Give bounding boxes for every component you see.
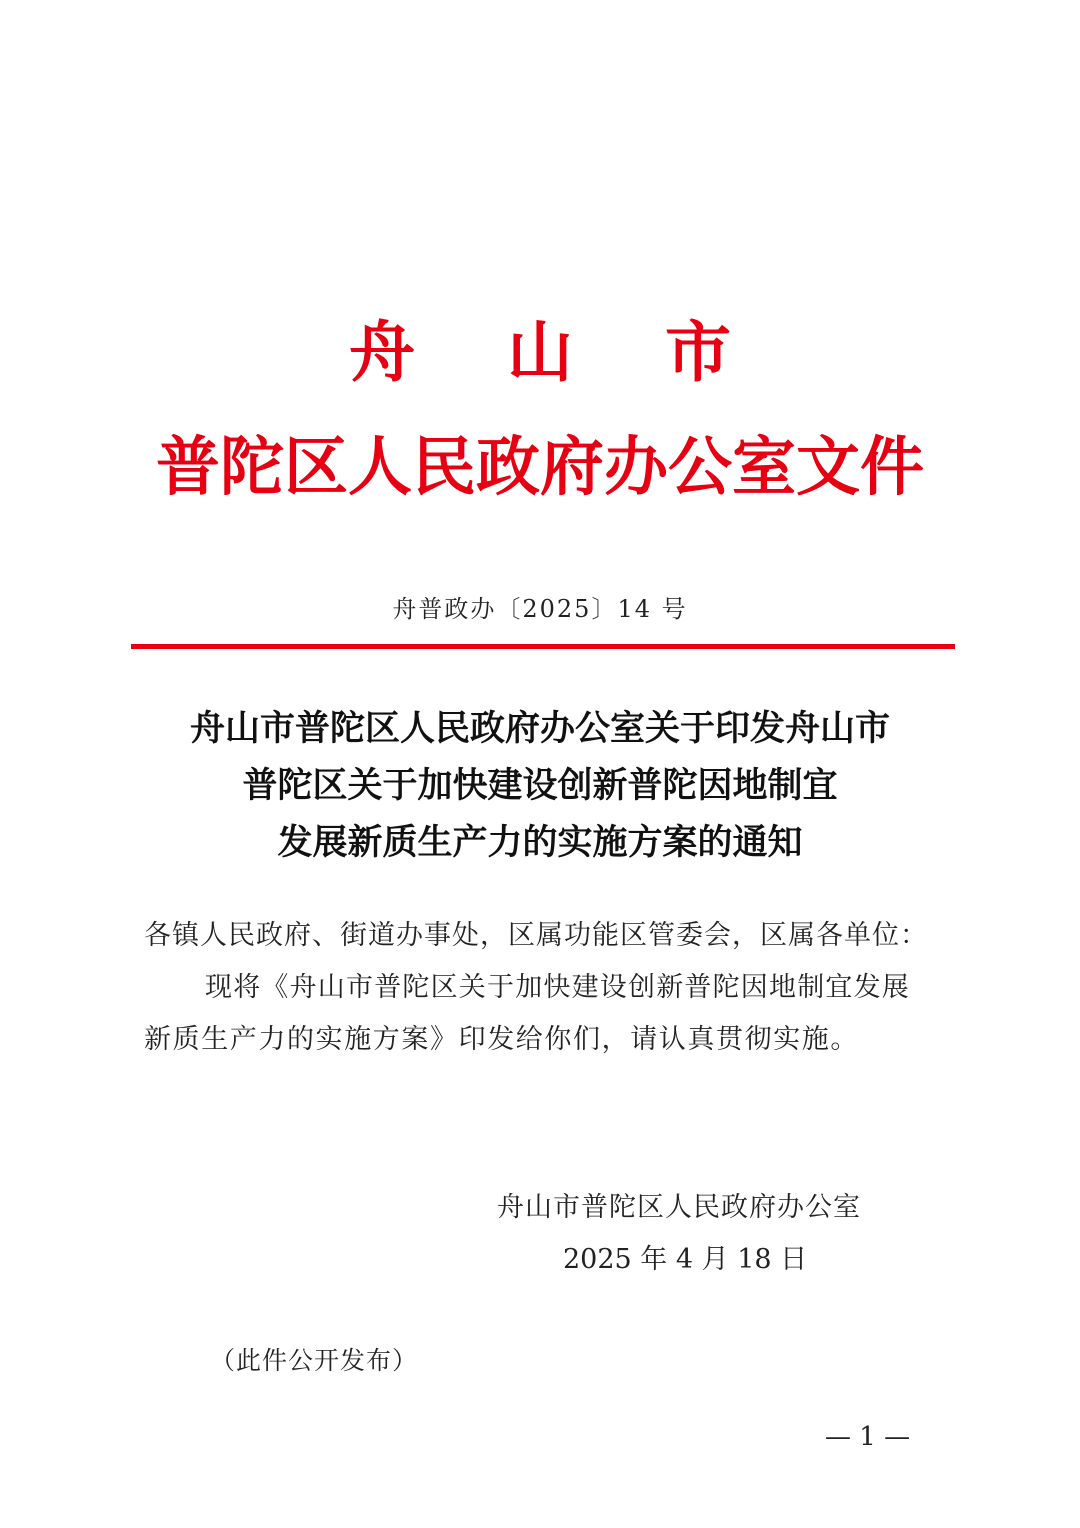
document-number: 舟普政办〔2025〕14 号 (392, 595, 688, 623)
disclosure-notice: （此件公开发布） (210, 1346, 419, 1375)
salutation: 各镇人民政府、街道办事处，区属功能区管委会，区属各单位： (144, 920, 928, 951)
issuer-name-line1: 舟山市 (349, 313, 823, 391)
title-line-3: 发展新质生产力的实施方案的通知 (277, 822, 803, 863)
page-number: — 1 — (825, 1422, 911, 1452)
signing-date: 2025 年 4 月 18 日 (563, 1244, 808, 1275)
signing-organization: 舟山市普陀区人民政府办公室 (497, 1192, 861, 1223)
document-title (0, 700, 1080, 871)
red-separator-line (131, 644, 955, 649)
body-paragraph-line-1: 现将《舟山市普陀区关于加快建设创新普陀因地制宜发展 (205, 972, 910, 1003)
issuer-name-line2: 普陀区人民政府办公室文件 (156, 430, 924, 505)
title-line-2: 普陀区关于加快建设创新普陀因地制宜 (242, 765, 838, 806)
body-paragraph-line-2: 新质生产力的实施方案》印发给你们，请认真贯彻实施。 (144, 1024, 859, 1055)
title-line-1: 舟山市普陀区人民政府办公室关于印发舟山市 (189, 708, 890, 749)
